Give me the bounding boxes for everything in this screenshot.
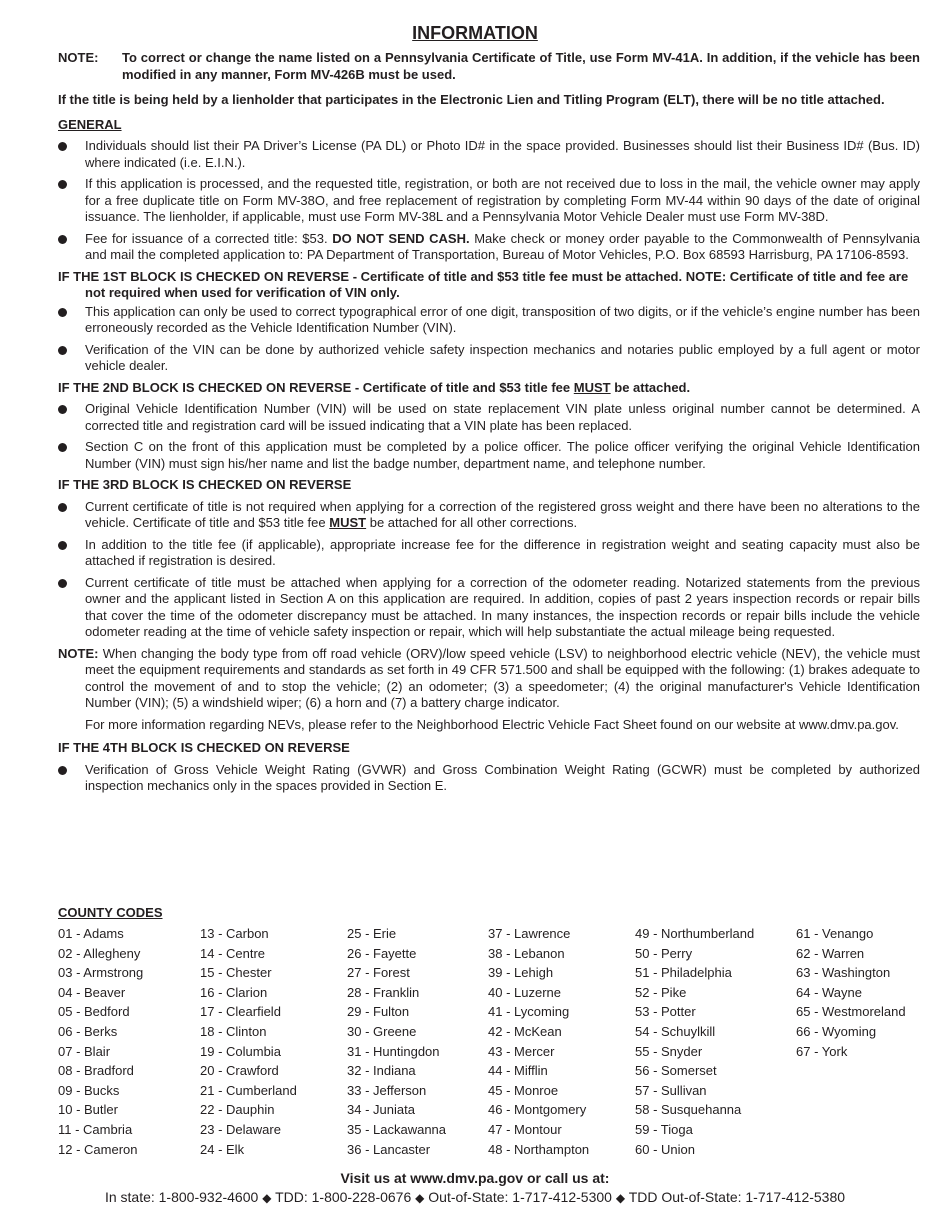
county-code: 24 - Elk [200,1141,245,1157]
general-list [58,138,920,264]
county-codes-heading: COUNTY CODES [58,905,163,920]
list-item: Verification of Gross Vehicle Weight Rating (GVWR) and Gross Combination Weight Rating (GCWR) must be completed by authorized inspection mechanics only in the spaces provided in Section E. [58,762,920,795]
county-code: 03 - Armstrong [58,965,144,981]
county-column-1 [58,924,143,1159]
county-code: 05 - Bedford [58,1004,130,1020]
county-code: 55 - Snyder [635,1043,703,1059]
county-code: 49 - Northumberland [635,926,755,941]
county-code: 50 - Perry [635,945,693,961]
county-code: 29 - Fulton [347,1004,410,1020]
bullet-icon [58,235,67,244]
page-title: INFORMATION [412,23,538,43]
list-item: Original Vehicle Identification Number (VIN) will be used on state replacement VIN plate unless original number cannot be determined. A corrected title and registration card will be issued indicating that a VIN plate has been replaced. [58,401,920,434]
note-label: NOTE: [58,50,99,65]
county-code: 22 - Dauphin [200,1102,275,1118]
county-code: 04 - Beaver [58,984,126,1000]
phone-tdd-out-of-state: TDD Out-of-State: 1-717-412-5380 [628,1189,846,1205]
bullet-icon [58,541,67,550]
block4-list [58,762,920,795]
county-code: 27 - Forest [347,965,410,981]
bullet-icon [58,766,67,775]
bullet-icon [58,579,67,588]
county-code: 63 - Washington [796,965,891,981]
county-code: 18 - Clinton [200,1023,267,1039]
county-code: 65 - Westmoreland [796,1004,906,1020]
county-code: 10 - Butler [58,1102,118,1118]
county-code: 44 - Mifflin [488,1063,548,1079]
county-code: 60 - Union [635,1141,695,1157]
county-code: 57 - Sullivan [635,1082,707,1098]
county-code: 51 - Philadelphia [635,965,732,981]
county-code: 43 - Mercer [488,1043,555,1059]
county-column-3 [347,924,446,1159]
county-code: 39 - Lehigh [488,965,554,981]
county-code: 67 - York [796,1043,848,1059]
county-code: 56 - Somerset [635,1063,717,1079]
block3-heading: IF THE 3RD BLOCK IS CHECKED ON REVERSE [58,477,352,492]
county-code: 23 - Delaware [200,1121,281,1137]
name-change-note [58,50,920,83]
county-code: 06 - Berks [58,1023,118,1039]
list-item: Current certificate of title must be attached when applying for a correction of the odometer reading. Notarized statements from the previous owner and the applicant listed in Section A on this application are required. In addition, copies of past 2 years inspection records or repair bills that cover the time of the odometer discrepancy must be attached. In many instances, the inspection records or repair bills include the vehicle odometer reading at the time of vehicle safety inspection or repair, which will help substantiate the actual mileage being requested. [58,575,920,641]
county-code: 64 - Wayne [796,984,862,1000]
bullet-icon [58,180,67,189]
county-code: 07 - Blair [58,1043,111,1059]
county-code: 02 - Allegheny [58,945,141,961]
county-code: 33 - Jefferson [347,1082,427,1098]
general-heading: GENERAL [58,116,122,132]
bullet-icon [58,346,67,355]
bullet-icon [58,443,67,452]
note-text: To correct or change the name listed on a Pennsylvania Certificate of Title, use Form MV-41A. In addition, if the vehicle has been modified in any manner, Form MV-426B must be used. [122,50,920,82]
diamond-icon: ◆ [615,1191,626,1205]
county-code: 15 - Chester [200,965,272,981]
county-code: 21 - Cumberland [200,1082,297,1098]
list-item: Individuals should list their PA Driver’s License (PA DL) or Photo ID# in the space provided. Businesses should list their Business ID# (Bus. ID) where indicated (i.e. E.I.N.). [58,138,920,171]
block4-heading: IF THE 4TH BLOCK IS CHECKED ON REVERSE [58,740,350,755]
county-code: 35 - Lackawanna [347,1121,447,1137]
information-content [58,50,920,800]
county-code: 16 - Clarion [200,984,268,1000]
county-code: 48 - Northampton [488,1141,590,1157]
bullet-icon [58,503,67,512]
county-column-4 [488,924,589,1159]
diamond-icon: ◆ [415,1191,425,1205]
county-code: 12 - Cameron [58,1141,138,1157]
county-code: 09 - Bucks [58,1082,120,1098]
block3-list [58,499,920,641]
county-code: 40 - Luzerne [488,984,561,1000]
county-code: 14 - Centre [200,945,266,961]
county-code: 13 - Carbon [200,926,269,941]
county-code: 17 - Clearfield [200,1004,281,1020]
list-item: This application can only be used to correct typographical error of one digit, transposition of two digits, or if the vehicle’s engine number has been erroneously recorded as the Vehicle Identification Number (VIN). [58,304,920,337]
county-code: 26 - Fayette [347,945,417,961]
county-code: 20 - Crawford [200,1063,279,1079]
diamond-icon: ◆ [262,1191,272,1205]
county-code: 54 - Schuylkill [635,1023,716,1039]
list-item: Current certificate of title is not required when applying for a correction of the registered gross weight and there have been no alterations to the vehicle. Certificate of title and $53 title fee MUST be attached for all other corrections. [58,499,920,532]
bullet-icon [58,405,67,414]
list-item: Verification of the VIN can be done by authorized vehicle safety inspection mechanics and notaries public employed by a full agent or motor vehicle dealer. [58,342,920,375]
elt-note: If the title is being held by a lienholder that participates in the Electronic Lien and Titling Program (ELT), there will be no title attached. [58,92,885,107]
county-code: 28 - Franklin [347,984,420,1000]
phone-tdd: TDD: 1-800-228-0676 [275,1189,412,1205]
block1-heading: IF THE 1ST BLOCK IS CHECKED ON REVERSE - Certificate of title and $53 title fee must be attached. NOTE: Certificate of title and fee are not required when used for verification of VIN only. [58,268,909,300]
bullet-icon [58,308,67,317]
county-code: 37 - Lawrence [488,926,571,941]
county-code: 66 - Wyoming [796,1023,877,1039]
county-code: 38 - Lebanon [488,945,565,961]
county-code: 08 - Bradford [58,1063,134,1079]
county-code: 19 - Columbia [200,1043,281,1059]
county-code: 59 - Tioga [635,1121,693,1137]
list-item: In addition to the title fee (if applicable), appropriate increase fee for the difference in registration weight and seating capacity must also be attached if registration is desired. [58,537,920,570]
list-item: Section C on the front of this application must be completed by a police officer. The police officer verifying the original Vehicle Identification Number (VIN) must sign his/her name and list the badge number, department name, and telephone number. [58,439,920,472]
county-code: 47 - Montour [488,1121,562,1137]
block2-list [58,401,920,472]
county-code: 62 - Warren [796,945,865,961]
list-item: If this application is processed, and the requested title, registration, or both are not received due to loss in the mail, the vehicle owner may apply for a free duplicate title on Form MV-38O, and free replacement of registration by completing Form MV-44 within 90 days of the date of original issuance. The lienholder, if applicable, must use Form MV-38L and a Pennsylvania Motor Vehicle Dealer must use Form MV-38D. [58,176,920,226]
county-code: 58 - Susquehanna [635,1102,742,1118]
list-item: Fee for issuance of a corrected title: $53. DO NOT SEND CASH. Make check or money order payable to the Commonwealth of Pennsylvania and mail the completed application to: PA Department of Transportation, Bureau of Motor Vehicles, P.O. Box 68593 Harrisburg, PA 17106-8593. [58,231,920,264]
county-column-2 [200,924,297,1159]
county-code: 53 - Potter [635,1004,696,1020]
county-code: 42 - McKean [488,1023,562,1039]
county-code: 34 - Juniata [347,1102,415,1118]
county-column-5 [635,924,754,1159]
footer-visit: Visit us at www.dmv.pa.gov or call us at: [340,1170,610,1186]
county-code: 61 - Venango [796,926,874,941]
phone-out-of-state: Out-of-State: 1-717-412-5300 [428,1189,612,1205]
phone-in-state: In state: 1-800-932-4600 [104,1189,259,1205]
county-code: 52 - Pike [635,984,687,1000]
county-column-6 [796,924,906,1061]
county-code: 31 - Huntingdon [347,1043,440,1059]
block2-heading: IF THE 2ND BLOCK IS CHECKED ON REVERSE - Certificate of title and $53 title fee MUST be attached. [58,379,691,395]
county-code: 45 - Monroe [488,1082,559,1098]
footer-phones [0,1189,950,1207]
bullet-icon [58,142,67,151]
county-code: 01 - Adams [58,926,124,941]
county-code: 46 - Montgomery [488,1102,587,1118]
county-code: 25 - Erie [347,926,397,941]
county-code: 36 - Lancaster [347,1141,431,1157]
county-code: 11 - Cambria [58,1121,133,1137]
county-code: 30 - Greene [347,1023,417,1039]
block1-list [58,304,920,375]
county-code: 41 - Lycoming [488,1004,570,1020]
county-code: 32 - Indiana [347,1063,416,1079]
nev-more-info: For more information regarding NEVs, please refer to the Neighborhood Electric Vehicle Fact Sheet found on our website at www.dmv.pa.gov. [85,716,899,732]
nev-note: NOTE: When changing the body type from off road vehicle (ORV)/low speed vehicle (LSV) to neighborhood electric vehicle (NEV), the vehicle must meet the equipment requirements and standards as set forth in 49 CFR 571.500 and shall be equipped with the following: (1) brakes adequate to control the movement of and to stop the vehicle; (2) an odometer; (3) a speedometer; (4) the original manufacturer's Vehicle Identification Number (VIN); (5) a windshield wiper; (6) a horn and (7) a battery charge indicator. [58,645,920,710]
